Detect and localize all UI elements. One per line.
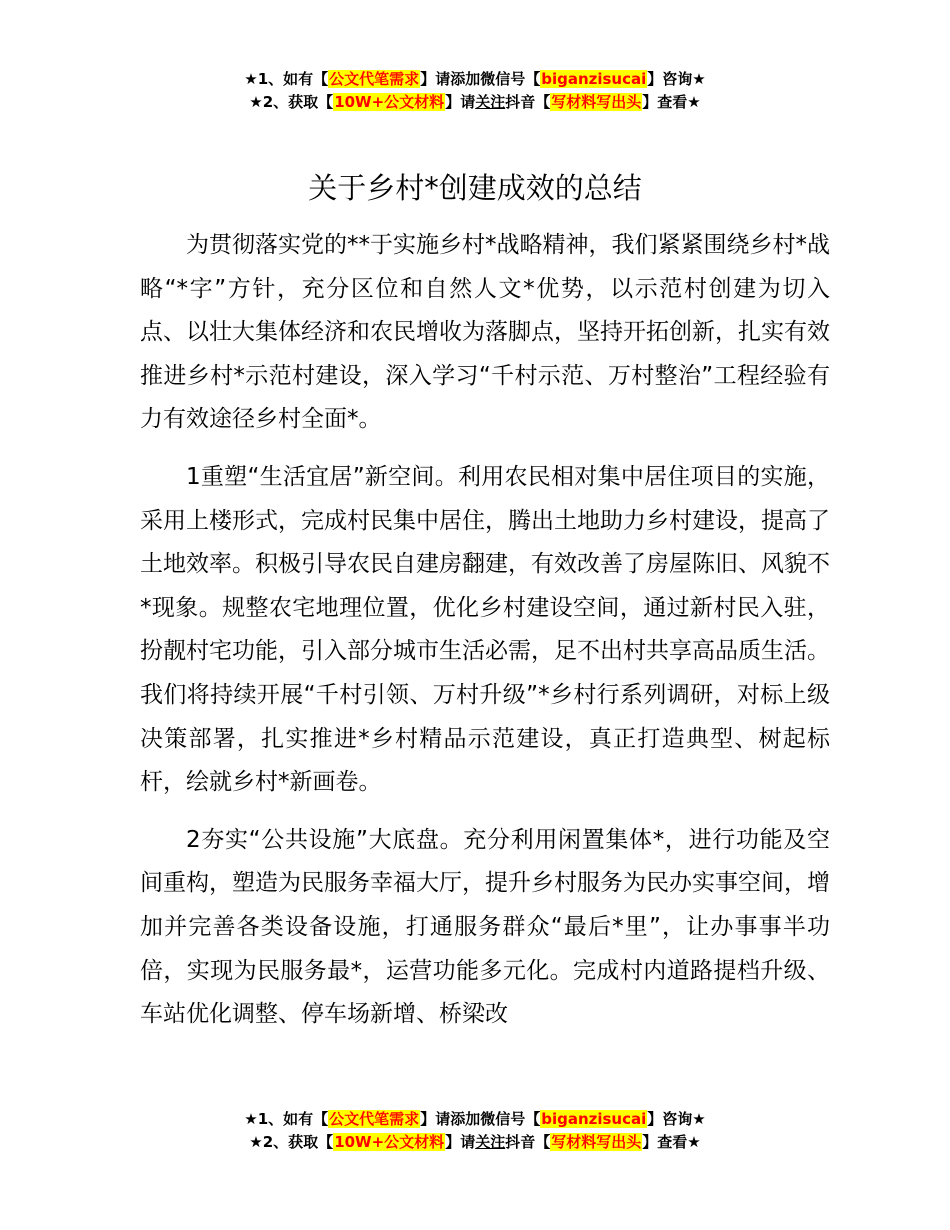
promo-highlight: 10W+公文材料 (334, 1133, 445, 1151)
promo-text: 】请 (445, 1133, 476, 1151)
promo-highlight: 公文代笔需求 (329, 1110, 420, 1128)
promo-text: 抖音【 (505, 93, 551, 111)
promo-underline: 关注 (475, 1133, 506, 1151)
body-paragraph-1: 为贯彻落实党的**于实施乡村*战略精神，我们紧紧围绕乡村*战略“*字”方针，充分区位和自然人文*优势，以示范村创建为切入点、以壮大集体经济和农民增收为落脚点，坚持开拓创新，扎实有效推进乡村*示范村建设，深入学习“千村示范、万村整治”工程经验有力有效途径乡村全面*。 (140, 232, 830, 433)
promo-text: 】咨询★ (647, 70, 706, 88)
promo-text: 】请添加微信号【 (420, 1110, 541, 1128)
footer-promo-banner (0, 1108, 950, 1154)
body-paragraph-2: 1重塑“生活宜居”新空间。利用农民相对集中居住项目的实施，采用上楼形式，完成村民集中居住，腾出土地助力乡村建设，提高了土地效率。积极引导农民自建房翻建，有效改善了房屋陈旧、风貌不*现象。规整农宅地理位置，优化乡村建设空间，通过新村民入驻，扮靓村宅功能，引入部分城市生活必需，足不出村共享高品质生活。我们将持续开展“千村引领、万村升级”*乡村行系列调研，对标上级决策部署，扎实推进*乡村精品示范建设，真正打造典型、树起标杆，绘就乡村*新画卷。 (140, 463, 830, 796)
promo-text: 】请添加微信号【 (420, 70, 541, 88)
body-paragraph-3: 2夯实“公共设施”大底盘。充分利用闲置集体*，进行功能及空间重构，塑造为民服务幸福大厅，提升乡村服务为民办实事空间，增加并完善各类设备设施，打通服务群众“最后*里”，让办事事半功倍，实现为民服务最*，运营功能多元化。完成村内道路提档升级、车站优化调整、停车场新增、桥梁改 (140, 826, 830, 1028)
promo-highlight: 写材料写出头 (551, 93, 642, 111)
promo-line-2 (0, 91, 950, 114)
promo-text: ★2、获取【 (249, 93, 334, 111)
promo-highlight: 写材料写出头 (551, 1133, 642, 1151)
promo-highlight: 10W+公文材料 (334, 93, 445, 111)
header-promo-banner (0, 68, 950, 114)
promo-underline: 关注 (475, 93, 506, 111)
promo-text: 抖音【 (505, 1133, 551, 1151)
document-title: 关于乡村*创建成效的总结 (308, 171, 642, 205)
promo-text: 】查看★ (642, 93, 701, 111)
promo-line-2 (0, 1131, 950, 1154)
promo-text: 】请 (445, 93, 476, 111)
promo-text: ★1、如有【 (244, 70, 329, 88)
document-body (140, 224, 830, 1037)
promo-text: 】查看★ (642, 1133, 701, 1151)
promo-text: ★1、如有【 (244, 1110, 329, 1128)
promo-line-1 (0, 68, 950, 91)
promo-line-1 (0, 1108, 950, 1131)
promo-text: ★2、获取【 (249, 1133, 334, 1151)
wechat-id-highlight: biganzisucai (541, 70, 647, 88)
promo-highlight: 公文代笔需求 (329, 70, 420, 88)
promo-text: 】咨询★ (647, 1110, 706, 1128)
wechat-id-highlight: biganzisucai (541, 1110, 647, 1128)
